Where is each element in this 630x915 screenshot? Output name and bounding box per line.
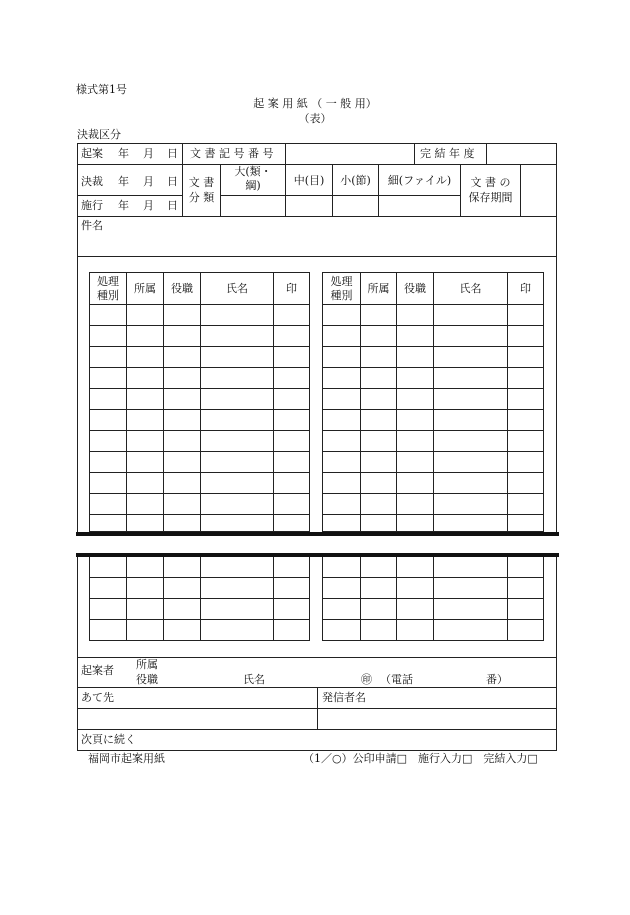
hozon-kikan-line1: 文 書 の <box>470 176 511 189</box>
form-side: （表） <box>298 112 332 125</box>
form-number: 様式第1号 <box>76 83 127 96</box>
shiko-month-label: 月 <box>143 199 154 212</box>
left-shori-line1: 処理 <box>97 275 119 288</box>
kessai-year-label: 年 <box>118 175 129 188</box>
hozon-kikan-line2: 保存期間 <box>468 191 513 204</box>
seal-mark-icon: ㊞ <box>361 673 372 686</box>
bunsho-bunrui-line2: 分 類 <box>188 191 215 204</box>
left-shori-line2: 種別 <box>97 289 119 302</box>
sai-label: 細(ファイル) <box>387 174 452 187</box>
denwa-ban-label: 番） <box>486 673 508 686</box>
footer-right: （1／○）公印申請□ 施行入力□ 完結入力□ <box>303 752 538 765</box>
form-title: 起 案 用 紙 （ 一 般 用） <box>253 97 377 110</box>
left-in-header: 印 <box>286 282 297 295</box>
right-shori-line1: 処理 <box>330 275 353 288</box>
left-shozoku-header: 所属 <box>134 282 156 295</box>
shiko-year-label: 年 <box>118 199 129 212</box>
kenmei-label: 件名 <box>81 219 103 232</box>
right-shimei-header: 氏名 <box>459 282 482 295</box>
right-shori-line2: 種別 <box>330 289 353 302</box>
bunsho-kigou-label: 文 書 記 号 番 号 <box>190 147 274 160</box>
kiansha-shimei-label: 氏名 <box>243 673 265 686</box>
kian-day-label: 日 <box>167 147 178 160</box>
hasshinsha-label: 発信者名 <box>322 691 366 704</box>
right-in-header: 印 <box>520 282 531 295</box>
kiansha-label: 起案者 <box>81 664 114 677</box>
kian-month-label: 月 <box>143 147 154 160</box>
footer-left: 福岡市起案用紙 <box>88 752 165 765</box>
kanketsu-nendo-label: 完 結 年 度 <box>420 147 475 160</box>
left-shimei-header: 氏名 <box>226 282 248 295</box>
chu-label: 中(目) <box>293 174 325 187</box>
bunsho-bunrui-line1: 文 書 <box>188 176 215 189</box>
dai-label-line1: 大(類・ <box>234 165 272 178</box>
sho-label: 小(節) <box>340 174 371 187</box>
right-yakushoku-header: 役職 <box>404 282 426 295</box>
atesaki-label: あて先 <box>81 691 114 704</box>
shiko-day-label: 日 <box>167 199 178 212</box>
kian-label: 起案 <box>81 147 103 160</box>
shiko-label: 施行 <box>81 199 103 212</box>
kian-year-label: 年 <box>118 147 129 160</box>
kiansha-shozoku-label: 所属 <box>136 658 158 671</box>
kiansha-yakushoku-label: 役職 <box>136 673 158 686</box>
kessai-label: 決裁 <box>81 175 103 188</box>
jipeji-label: 次頁に続く <box>81 733 136 746</box>
kessai-month-label: 月 <box>143 175 154 188</box>
left-yakushoku-header: 役職 <box>171 282 193 295</box>
right-shozoku-header: 所属 <box>367 282 390 295</box>
kessai-day-label: 日 <box>167 175 178 188</box>
denwa-label: （電話 <box>380 673 413 686</box>
dai-label-line2: 綱) <box>245 179 261 192</box>
kessai-kubun-label: 決裁区分 <box>77 128 121 141</box>
